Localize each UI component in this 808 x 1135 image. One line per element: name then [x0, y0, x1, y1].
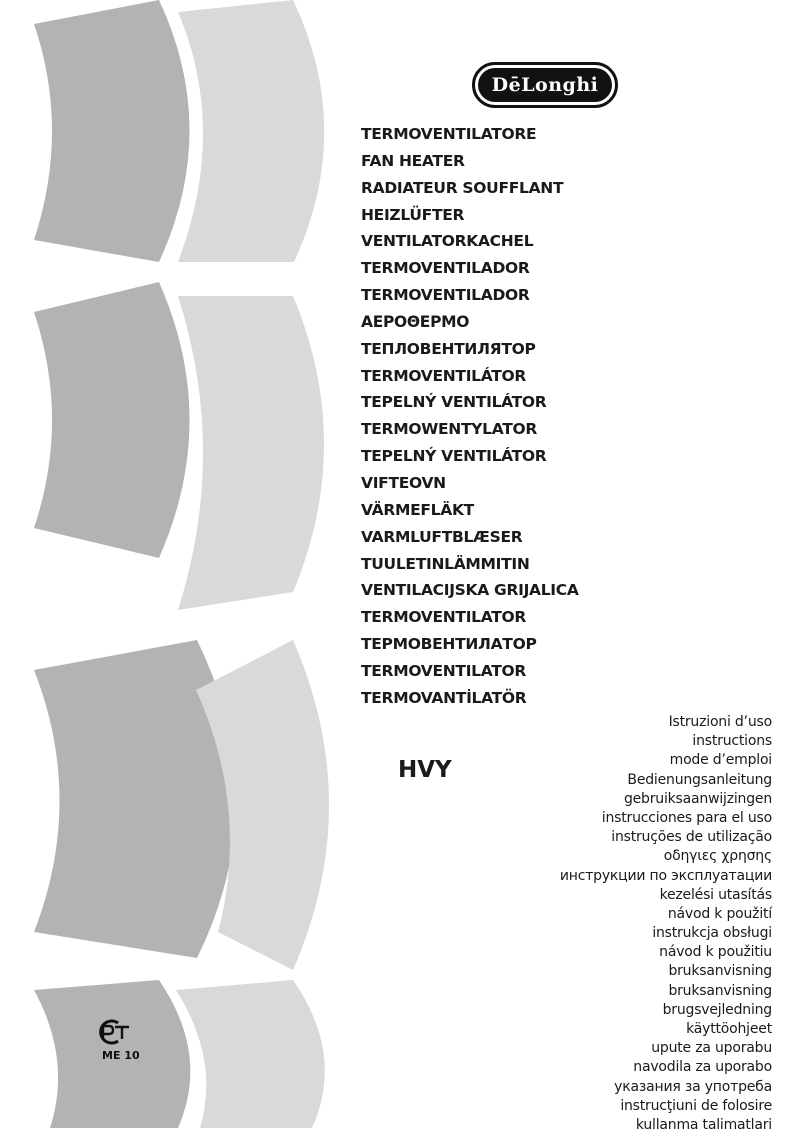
instructions-nl: gebruiksaanwijzingen [623, 790, 772, 807]
light-arc-band [178, 0, 324, 262]
instructions-ru: инструкции по эксплуатации [559, 867, 772, 884]
instructions-sk: návod k použitiu [659, 944, 772, 961]
instructions-tr: kullanma talimatlari [635, 1116, 772, 1133]
instructions-sl: navodila za uporabo [633, 1059, 772, 1076]
instructions-hr: upute za uporabu [651, 1040, 772, 1057]
instructions-it: Istruzioni d’uso [668, 714, 772, 730]
instructions-sv: bruksanvisning [668, 982, 772, 999]
product-title-es: TERMOVENTILADOR [361, 259, 530, 278]
delonghi-logo [472, 62, 618, 108]
product-title-fi: TUULETINLÄMMITIN [361, 554, 530, 573]
product-title-list [361, 121, 579, 712]
product-title-ru: ТЕПЛОВЕНТИЛЯТОР [361, 339, 536, 358]
instructions-cs: návod k použití [667, 905, 772, 922]
product-title-el: ΑΕΡΟΘΕΡΜΟ [361, 312, 470, 331]
model-name: HVY [398, 757, 452, 783]
instructions-de: Bedienungsanleitung [627, 771, 772, 788]
instructions-da: brugsvejledning [662, 1001, 772, 1018]
instructions-el: οδηγιες χρησης [663, 848, 772, 865]
arc-band-row-1 [34, 0, 324, 262]
product-title-en: FAN HEATER [361, 151, 465, 170]
product-title-da: VARMLUFTBLÆSER [361, 527, 523, 546]
instructions-no: bruksanvisning [668, 963, 772, 980]
product-title-nl: VENTILATORKACHEL [361, 232, 534, 251]
product-title-sl: TERMOVENTILATOR [361, 608, 527, 627]
arc-band-row-4 [34, 980, 325, 1128]
instructions-bg: указания за употреба [614, 1078, 772, 1095]
product-title-pl: TERMOWENTYLATOR [361, 420, 538, 439]
pct-certification-icon [96, 1017, 132, 1047]
product-title-de: HEIZLÜFTER [361, 205, 465, 224]
light-arc-band [178, 296, 324, 610]
instructions-pl: instrukcja obsługi [652, 925, 772, 942]
product-title-it: TERMOVENTILATORE [361, 125, 537, 143]
instructions-es: instrucciones para el uso [601, 809, 772, 826]
product-title-cs: TEPELNÝ VENTILÁTOR [361, 393, 547, 412]
brand-name: DēLonghi [478, 68, 612, 102]
product-title-tr: TERMOVANTİLATÖR [361, 688, 527, 707]
product-title-hu: TERMOVENTILÁTOR [361, 366, 527, 385]
instructions-en: instructions [692, 733, 772, 750]
light-arc-band [176, 980, 325, 1128]
product-title-sk: TEPELNÝ VENTILÁTOR [361, 447, 547, 466]
product-title-pt: TERMOVENTILADOR [361, 286, 530, 305]
product-title-hr: VENTILACIJSKA GRIJALICA [361, 581, 579, 600]
instructions-pt: instruções de utilização [611, 829, 772, 846]
product-title-fr: RADIATEUR SOUFFLANT [361, 178, 564, 197]
dark-arc-band [34, 282, 190, 558]
instructions-ro: instrucţiuni de folosire [620, 1097, 772, 1114]
dark-arc-band [34, 0, 190, 262]
product-title-bg: ТЕРМОВЕНТИЛАТОР [361, 635, 537, 654]
instructions-language-list [560, 713, 772, 1135]
arc-band-row-3 [34, 640, 329, 970]
product-title-no: VIFTEOVN [361, 473, 446, 492]
product-title-ro: TERMOVENTILATOR [361, 661, 527, 680]
product-title-sv: VÄRMEFLÄKT [361, 500, 474, 519]
instructions-fr: mode d’emploi [669, 752, 772, 769]
arc-band-row-2 [34, 282, 324, 610]
instructions-hu: kezelési utasítás [659, 886, 772, 903]
instructions-fi: käyttöohjeet [686, 1021, 772, 1037]
certification-code: ME 10 [102, 1049, 140, 1062]
certification-mark [92, 1017, 148, 1069]
